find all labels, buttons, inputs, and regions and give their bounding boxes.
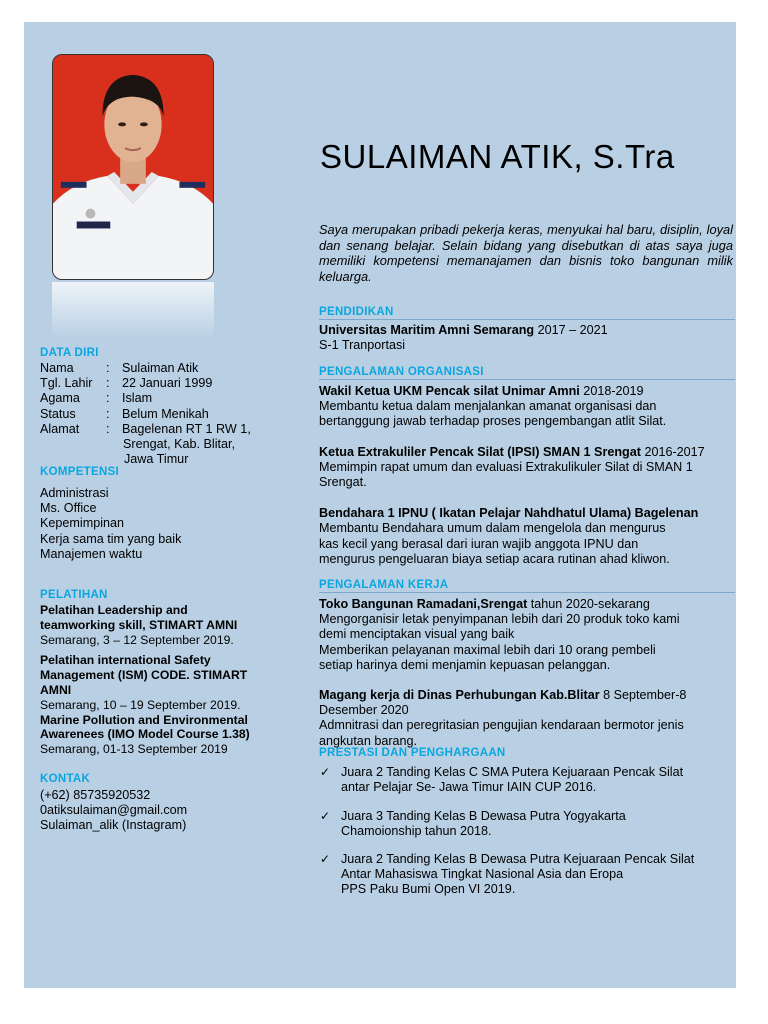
row-label: Nama [40,361,74,375]
check-icon: ✓ [320,765,331,779]
section-title-organisasi: PENGALAMAN ORGANISASI [319,366,735,380]
check-icon: ✓ [320,809,331,823]
education-block [319,323,735,353]
competency-item: Kerja sama tim yang baik [40,531,182,546]
personal-data [40,361,290,467]
org-desc: Srengat. [319,475,367,490]
competency-list [40,486,290,562]
training-title: Management (ISM) CODE. STIMART [40,668,248,683]
section-title-data-diri: DATA DIRI [40,347,99,359]
row-colon: : [106,421,110,436]
competency-item: Ms. Office [40,501,97,516]
org-desc: Membantu ketua dalam menjalankan amanat organisasi dan [319,399,657,414]
row-value: Belum Menikah [122,406,209,421]
work-desc: setiap harinya demi menjamin kepuasan pelanggan. [319,657,611,672]
work-years: 8 September-8 [599,688,687,703]
training-detail: Semarang, 3 – 12 September 2019. [40,632,234,647]
phone-number: (+62) 85735920532 [40,788,151,802]
achievement-line: Juara 3 Tanding Kelas B Dewasa Putra Yogyakarta [341,809,626,823]
training-title: teamworking skill, STIMART AMNI [40,617,238,632]
personal-row [40,376,290,391]
row-value: 22 Januari 1999 [122,376,213,391]
row-label: Tgl. Lahir [40,376,93,391]
work-title: Magang kerja di Dinas Perhubungan Kab.Blitar [319,688,600,703]
school-years: 2017 – 2021 [534,323,608,337]
school-name: Universitas Maritim Amni Semarang [319,323,535,337]
achievement-line: Chamoionship tahun 2018. [341,824,492,839]
person-name: SULAIMAN ATIK, S.Tra [320,138,675,175]
row-label: Alamat [40,421,80,436]
study-program: S-1 Tranportasi [319,338,406,353]
org-desc: Membantu Bendahara umum dalam mengelola dan mengurus [319,521,666,536]
section-title-pelatihan: PELATIHAN [40,589,108,601]
org-desc: kas kecil yang berasal dari iuran wajib anggota IPNU dan [319,536,639,551]
achievement-line: antar Pelajar Se- Jawa Timur IAIN CUP 2016. [341,780,597,795]
row-value: Islam [122,391,153,406]
section-title-kerja: PENGALAMAN KERJA [319,579,735,593]
org-desc: Memimpin rapat umum dan evaluasi Extrakulikuler Silat di SMAN 1 [319,459,693,474]
row-colon: : [106,361,110,375]
section-title-pendidikan: PENDIDIKAN [319,306,735,320]
instagram-handle: Sulaiman_alik (Instagram) [40,818,187,833]
competency-item: Manajemen waktu [40,546,143,561]
achievement-line: PPS Paku Bumi Open VI 2019. [341,882,516,897]
about-text: Saya merupakan pribadi pekerja keras, menyukai hal baru, disiplin, loyal dan senang belajar. Selain bidang yang disebutkan di atas saya juga memiliki kompetensi memanajamen dan bisnis toko bangunan milik keluarga. [319,222,733,284]
org-desc: mengurus pengeluaran biaya setiap acara rutinan ahad kliwon. [319,551,670,566]
work-title: Toko Bangunan Ramadani,Srengat [319,597,528,611]
row-colon: : [106,406,110,421]
training-detail: Semarang, 10 – 19 September 2019. [40,697,241,712]
personal-row [40,391,290,406]
training-detail: Semarang, 01-13 September 2019 [40,742,228,757]
training-title: Awarenees (IMO Model Course 1.38) [40,727,250,742]
org-years: 2016-2017 [640,444,705,459]
competency-item: Kepemimpinan [40,516,125,531]
section-title-kompetensi: KOMPETENSI [40,466,120,478]
work-desc: Mengorganisir letak penyimpanan lebih dari 20 produk toko kami [319,612,680,627]
personal-row [40,422,290,437]
section-title-prestasi: PRESTASI DAN PENGHARGAAN [319,747,506,759]
work-block [319,597,735,749]
org-title: Bendahara 1 IPNU ( Ikatan Pelajar Nahdhatul Ulama) Bagelenan [319,506,699,521]
work-desc: Admnitrasi dan peregritasian pengujian kendaraan bermotor jenis [319,718,684,733]
work-years-cont: Desember 2020 [319,703,409,718]
org-title: Ketua Extrakuliler Pencak Silat (IPSI) SMAN 1 Srengat [319,444,641,459]
row-label: Agama [40,391,80,406]
work-desc: Memberikan pelayanan maximal lebih dari 10 orang pembeli [319,642,656,657]
achievement-item [341,852,736,898]
training-title: Pelatihan international Safety [40,653,211,668]
org-title: Wakil Ketua UKM Pencak silat Unimar Amni [319,384,580,398]
achievement-item [341,765,736,795]
photo-reflection [52,282,214,338]
section-title-kontak: KONTAK [40,773,91,785]
org-desc: bertanggung jawab terhadap proses pengembangan atlit Silat. [319,414,667,429]
achievement-line: Antar Mahasiswa Tingkat Nasional Asia dan Eropa [341,867,624,882]
profile-photo [52,54,214,280]
work-desc: demi menciptakan visual yang baik [319,627,515,642]
check-icon: ✓ [320,852,331,866]
row-value: Bagelenan RT 1 RW 1, [122,421,251,436]
row-colon: : [106,376,110,391]
achievement-line: Juara 2 Tanding Kelas C SMA Putera Kejuaraan Pencak Silat [341,765,684,779]
training-list [40,603,310,757]
work-years: tahun 2020-sekarang [527,597,650,611]
training-title: AMNI [40,682,72,697]
personal-row [40,407,290,422]
contact-info [40,788,300,834]
achievement-line: Juara 2 Tanding Kelas B Dewasa Putra Kejuaraan Pencak Silat [341,852,695,866]
training-title: Marine Pollution and Environmental [40,712,248,727]
work-desc: angkutan barang. [319,733,418,748]
personal-row [40,361,290,376]
org-years: 2018-2019 [579,384,644,398]
address-line-2: Srengat, Kab. Blitar, [123,437,236,452]
competency-item: Administrasi [40,486,109,500]
address-line-3: Jawa Timur [124,452,189,467]
achievement-item [341,809,736,839]
row-value: Sulaiman Atik [122,361,199,375]
organization-block [319,384,735,567]
row-colon: : [106,391,110,406]
email-address: 0atiksulaiman@gmail.com [40,803,188,818]
training-title: Pelatihan Leadership and [40,603,188,617]
row-label: Status [40,406,76,421]
